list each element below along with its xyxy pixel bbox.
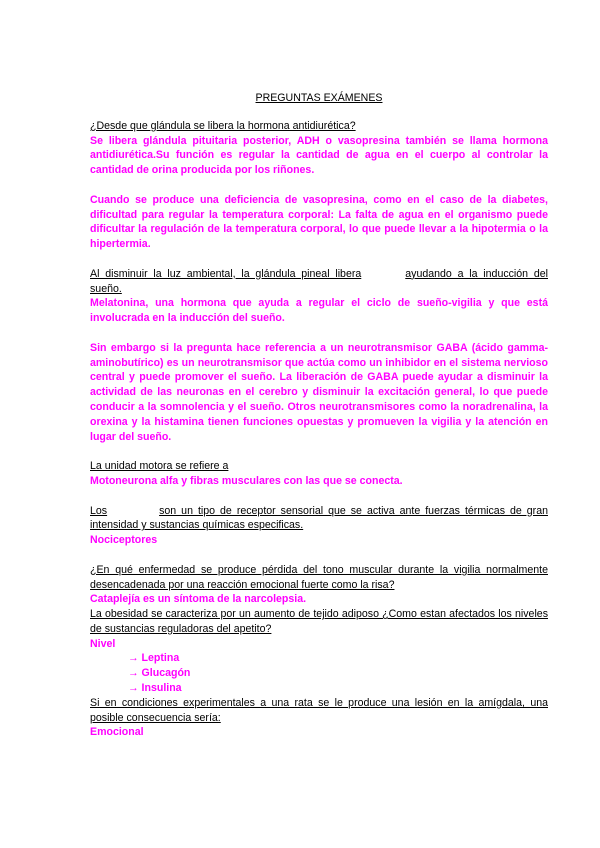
question-2 [90, 267, 548, 297]
question-4-start: Los [90, 504, 108, 517]
question-4 [90, 504, 548, 534]
page-title: PREGUNTAS EXÁMENES [255, 92, 383, 104]
answer-4: Nociceptores [90, 534, 158, 547]
answer-5: Cataplejía es un síntoma de la narcolepsia. [90, 593, 307, 606]
question-3: La unidad motora se refiere a [90, 460, 229, 473]
question-2-end: ayudando a la inducción del sueño. [90, 267, 548, 295]
document-page [90, 91, 548, 740]
question-1: ¿Desde que glándula se libera la hormona antidiurética? [90, 119, 356, 132]
answer-7: Emocional [90, 726, 144, 739]
answer-2-extended: Sin embargo si la pregunta hace referencia a un neurotransmisor GABA (ácido gamma-aminobutírico) es un neurotransmisor que actúa como un inhibidor en el sistema nervioso central y puede promover el sueño. La liberación de GABA puede ayudar a disminuir la actividad de las neuronas en el cerebro y disminuir la excitación general, lo que puede conducir a la somnolencia y el sueño. Otros neurotransmisores como la noradrenalina, la orexina y la histamina tienen funciones opuestas y promueven la vigilia y la atención en lugar del sueño. [90, 341, 548, 443]
answer-6-item-insulina: → Insulina [128, 682, 182, 695]
answer-6: Nivel [90, 637, 116, 650]
question-7: Si en condiciones experimentales a una rata se le produce una lesión en la amígdala, una posible consecuencia sería: [90, 696, 548, 724]
answer-1: Se libera glándula pituitaria posterior, ADH o vasopresina también se llama hormona antidiurética.Su función es regular la cantidad de agua en el cuerpo al controlar la cantidad de orina producida por los riñones. [90, 134, 548, 177]
question-2-start: Al disminuir la luz ambiental, la glándula pineal libera [90, 267, 362, 280]
answer-1-extended: Cuando se produce una deficiencia de vasopresina, como en el caso de la diabetes, dificultad para regular la temperatura corporal: La falta de agua en el organismo puede dificultar la regulación de la temperatura corporal, lo que puede llevar a la hipotermia o la hipertermia. [90, 193, 548, 251]
answer-6-item-leptina: → Leptina [128, 652, 180, 665]
answer-2: Melatonina, una hormona que ayuda a regular el ciclo de sueño-vigilia y que está involucrada en la inducción del sueño. [90, 297, 548, 325]
question-4-end: son un tipo de receptor sensorial que se activa ante fuerzas térmicas de gran intensidad y sustancias químicas especificas. [90, 504, 548, 532]
question-6: La obesidad se caracteriza por un aumento de tejido adiposo ¿Como estan afectados los niveles de sustancias reguladoras del apetito? [90, 608, 548, 635]
answer-3: Motoneurona alfa y fibras musculares con las que se conecta. [90, 474, 403, 487]
question-5: ¿En qué enfermedad se produce pérdida del tono muscular durante la vigilia normalmente desencadenada por una reacción emocional fuerte como la risa? [90, 563, 548, 591]
answer-6-item-glucagon: → Glucagón [128, 667, 191, 680]
